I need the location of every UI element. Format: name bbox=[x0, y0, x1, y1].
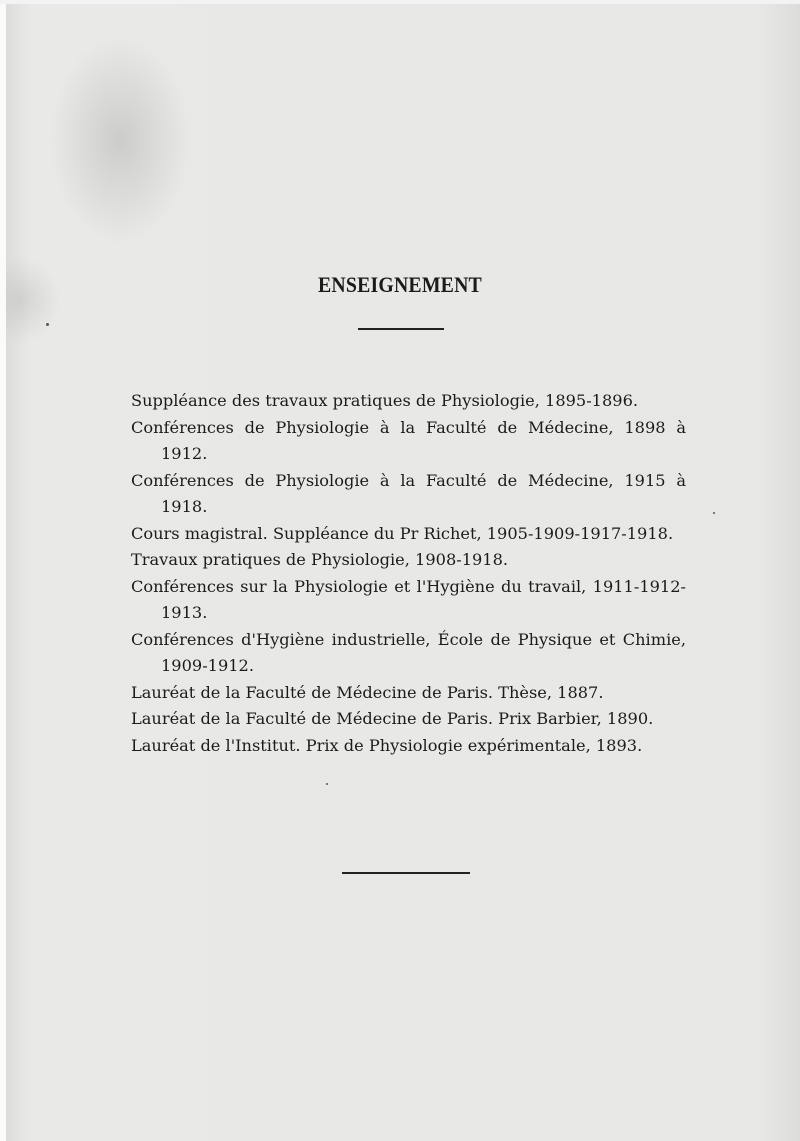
page-left-edge bbox=[0, 0, 6, 1141]
entry-3: Conférences de Physiologie à la Faculté de Médecine, 1915 à 1918. bbox=[131, 470, 686, 516]
entry-4: Cours magistral. Suppléance du Pr Richet, 1905-1909-1917-1918. bbox=[131, 523, 674, 543]
entry-7: Conférences d'Hygiène industrielle, École de Physique et Chimie, 1909-1912. bbox=[131, 629, 686, 675]
paper-speck bbox=[326, 783, 328, 785]
entry-2: Conférences de Physiologie à la Faculté de Médecine, 1898 à 1912. bbox=[131, 417, 686, 463]
paper-speck bbox=[46, 323, 49, 326]
heading-rule bbox=[358, 328, 444, 330]
paper-speck bbox=[713, 512, 715, 514]
entry-6: Conférences sur la Physiologie et l'Hygiène du travail, 1911-1912-1913. bbox=[131, 576, 686, 622]
section-heading: ENSEIGNEMENT bbox=[318, 272, 482, 297]
page-top-edge bbox=[0, 0, 800, 4]
entry-8: Lauréat de la Faculté de Médecine de Paris. Thèse, 1887. bbox=[131, 682, 604, 702]
closing-rule bbox=[342, 872, 470, 874]
entry-5: Travaux pratiques de Physiologie, 1908-1918. bbox=[131, 550, 509, 569]
entry-list bbox=[131, 388, 686, 759]
entry-1: Suppléance des travaux pratiques de Physiologie, 1895-1896. bbox=[131, 391, 639, 410]
entry-9: Lauréat de la Faculté de Médecine de Paris. Prix Barbier, 1890. bbox=[131, 709, 654, 728]
entry-10: Lauréat de l'Institut. Prix de Physiologie expérimentale, 1893. bbox=[131, 735, 643, 755]
